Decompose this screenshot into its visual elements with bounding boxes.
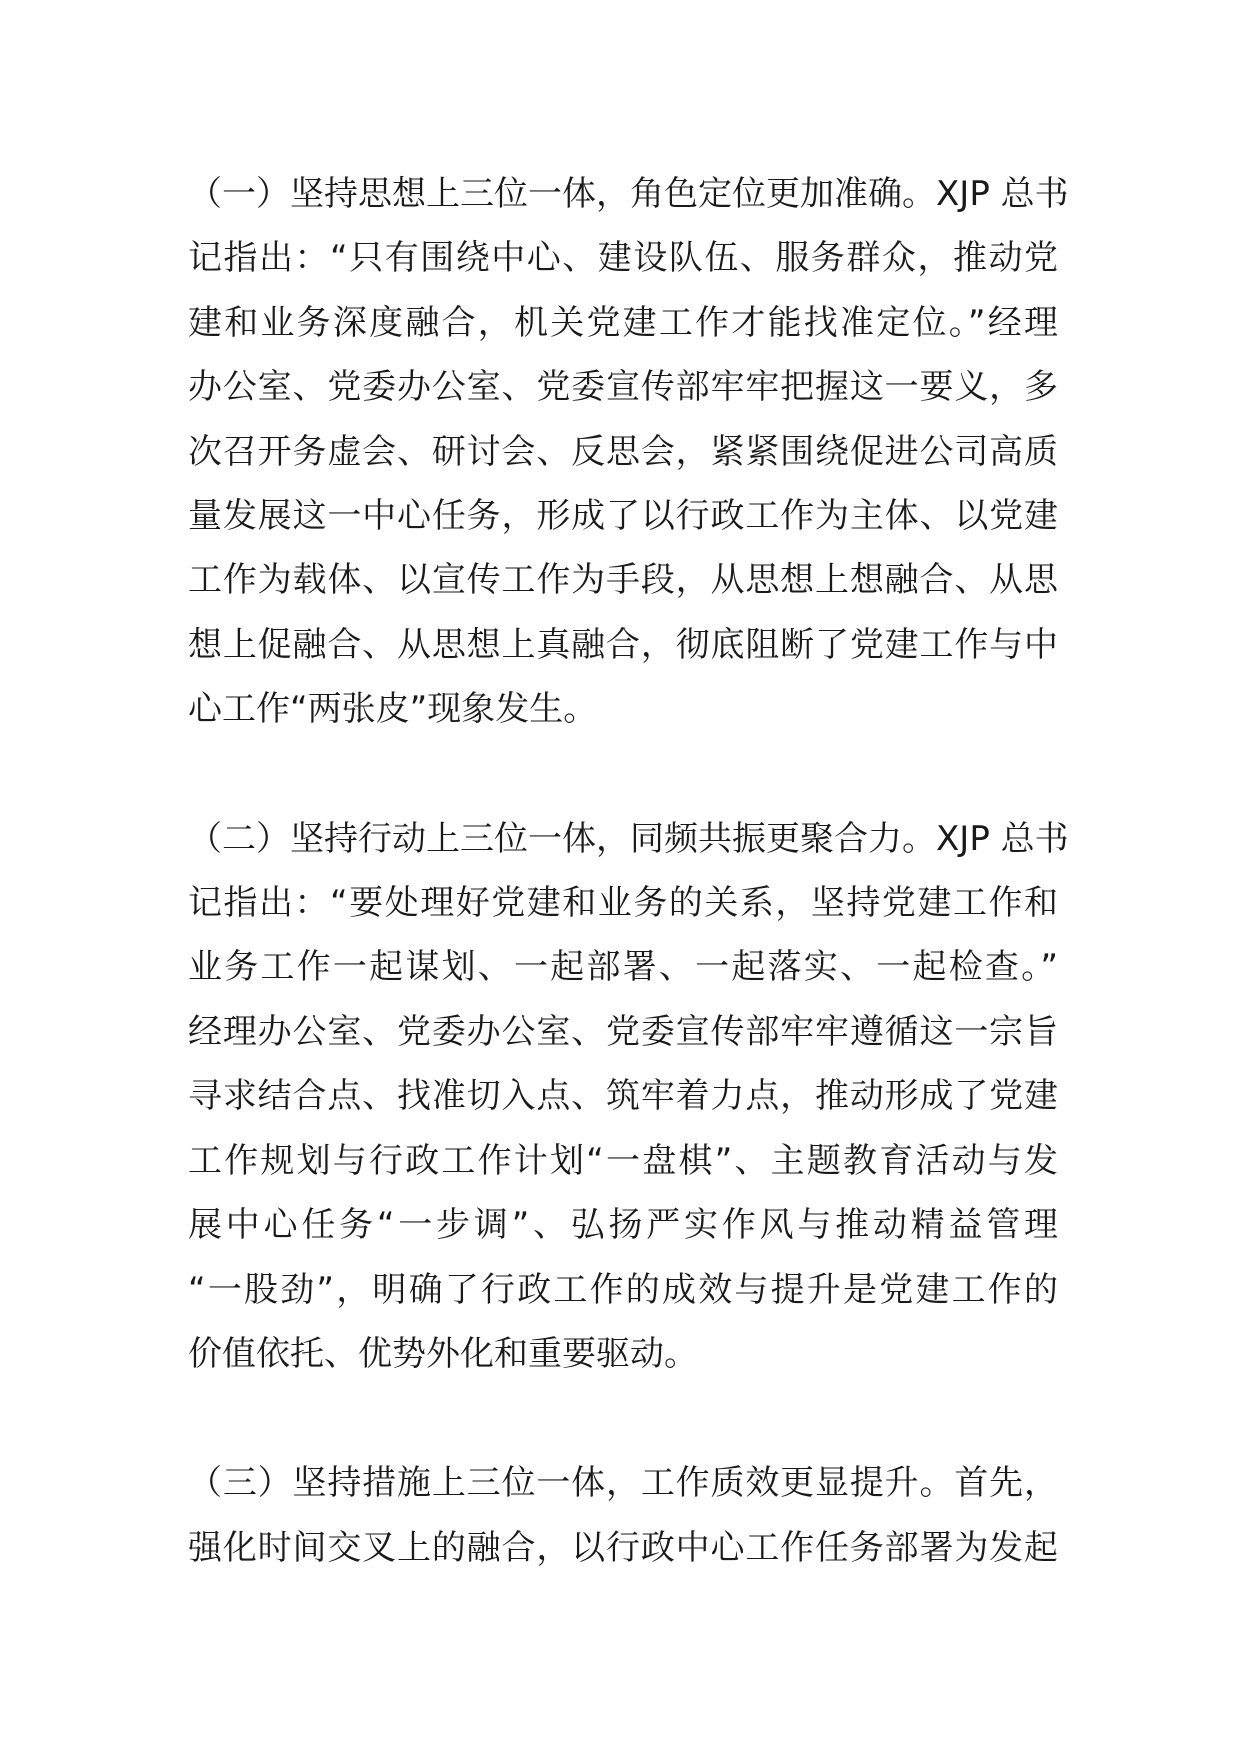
text-line: 寻求结合点、找准切入点、筑牢着力点，推动形成了党建 <box>188 1076 1058 1117</box>
paragraph-3 <box>188 1451 1058 1580</box>
text-line: 量发展这一中心任务，形成了以行政工作为主体、以党建 <box>188 496 1058 537</box>
paragraph-1 <box>188 162 1069 742</box>
text-line: 办公室、党委办公室、党委宣传部牢牢把握这一要义，多 <box>188 367 1058 408</box>
text-line: 心工作“两张皮”现象发生。 <box>188 689 598 730</box>
text-line: 记指出：“要处理好党建和业务的关系，坚持党建工作和 <box>188 883 1058 924</box>
text-line: （二）坚持行动上三位一体，同频共振更聚合力。XJP 总书 <box>188 818 1069 859</box>
text-line: 次召开务虚会、研讨会、反思会，紧紧围绕促进公司高质 <box>188 431 1058 472</box>
paragraph-2 <box>188 807 1069 1387</box>
text-line: 工作规划与行政工作计划“一盘棋”、主题教育活动与发 <box>188 1140 1058 1181</box>
text-line: （一）坚持思想上三位一体，角色定位更加准确。XJP 总书 <box>188 174 1069 214</box>
document-body <box>188 162 1069 1580</box>
text-line: 记指出：“只有围绕中心、建设队伍、服务群众，推动党 <box>188 238 1058 279</box>
text-line: 工作为载体、以宣传工作为手段，从思想上想融合、从思 <box>188 560 1058 601</box>
text-line: “一股劲”，明确了行政工作的成效与提升是党建工作的 <box>188 1269 1058 1310</box>
text-line: 想上促融合、从思想上真融合，彻底阻断了党建工作与中 <box>188 624 1058 665</box>
text-line: 强化时间交叉上的融合，以行政中心工作任务部署为发起 <box>188 1527 1058 1568</box>
text-line: 业务工作一起谋划、一起部署、一起落实、一起检查。” <box>188 947 1058 988</box>
text-line: 经理办公室、党委办公室、党委宣传部牢牢遵循这一宗旨 <box>188 1011 1058 1052</box>
text-line: （三）坚持措施上三位一体，工作质效更显提升。首先， <box>188 1463 1058 1504</box>
text-line: 价值依托、优势外化和重要驱动。 <box>188 1333 698 1374</box>
text-line: 建和业务深度融合，机关党建工作才能找准定位。”经理 <box>188 302 1058 343</box>
text-line: 展中心任务“一步调”、弘扬严实作风与推动精益管理 <box>188 1205 1058 1246</box>
